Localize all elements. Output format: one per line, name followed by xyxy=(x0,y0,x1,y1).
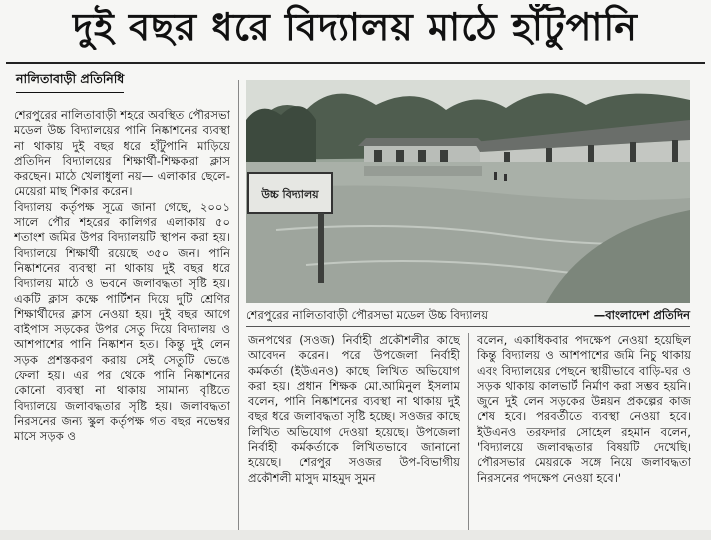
photo-caption xyxy=(246,307,690,326)
paragraph-4: বলেন, একাধিকবার পদক্ষেপ নেওয়া হয়েছিল কিন্তু বিদ্যালয় ও আশপাশের জমি নিচু থাকায় এবং বিদ্যালয়ের পেছনে স্থায়ীভাবে বাড়ি-ঘর ও সড়ক থাকায় কালভার্ট নির্মাণ করা সম্ভব হয়নি। জুনে দুই লেন সড়কের উন্নয়ন প্রকল্পের কাজ শেষ হবে। পরবর্তীতে ব্যবস্থা নেওয়া হবে। ইউএনও তরফদার সোহেল রহমান বলেন, 'বিদ্যালয়ে জলাবদ্ধতার বিষয়টি দেখেছি। পৌরসভার মেয়রকে সঙ্গে নিয়ে জলাবদ্ধতা নিরসনের পদক্ষেপ নেওয়া হবে।' xyxy=(477,333,691,485)
signboard-text: উচ্চ বিদ্যালয় xyxy=(261,188,319,201)
article-column-3 xyxy=(477,333,691,531)
paragraph-1: শেরপুরের নালিতাবাড়ী শহরে অবস্থিত পৌরসভা মডেল উচ্চ বিদ্যালয়ের পানি নিষ্কাশনের ব্যবস্থা না থাকায় দুই বছর ধরে হাঁটুপানি মাড়িয়ে প্রতিদিন বিদ্যালয়ের শিক্ষার্থী-শিক্ষকরা ক্লাস করছেন। মাঠে খেলাধুলা নয়— এলাকার ছেলে-মেয়েরা মাছ শিকার করেন। xyxy=(14,108,230,199)
news-photo xyxy=(246,80,690,303)
byline: নালিতাবাড়ী প্রতিনিধি xyxy=(16,71,124,93)
caption-rule xyxy=(246,326,690,327)
paragraph-3: জনপথের (সওজ) নির্বাহী প্রকৌশলীর কাছে আবেদন করেন। পরে উপজেলা নির্বাহী কর্মকর্তা (ইউএনও) কাছে লিখিত অভিযোগ করা হয়। প্রধান শিক্ষক মো.আমিনুল ইসলাম বলেন, পানি নিষ্কাশনের ব্যবস্থা না থাকায় দুই বছর ধরে জলাবদ্ধতা সৃষ্টি হচ্ছে। সওজর কাছে লিখিত অভিযোগ দেওয়া হয়েছে। উপজেলা নির্বাহী কর্মকর্তাকে লিখিতভাবে জানানো হয়েছে। শেরপুর সওজর উপ-বিভাগীয় প্রকৌশলী মাসুদ মাহমুদ সুমন xyxy=(248,333,460,485)
flooded-school-image xyxy=(246,80,690,303)
photo-credit: —বাংলাদেশ প্রতিদিন xyxy=(593,308,690,322)
article-column-1 xyxy=(14,108,230,532)
column-divider-2 xyxy=(468,333,469,530)
article-column-2 xyxy=(248,333,460,531)
column-divider xyxy=(238,80,239,530)
headline: দুই বছর ধরে বিদ্যালয় মাঠে হাঁটুপানি xyxy=(73,5,638,49)
headline-rule xyxy=(6,62,705,64)
caption-text: শেরপুরের নালিতাবাড়ী পৌরসভা মডেল উচ্চ বিদ্যালয় xyxy=(246,308,488,322)
page-edge xyxy=(0,530,711,540)
paragraph-2: বিদ্যালয় কর্তৃপক্ষ সূত্রে জানা গেছে, ২০০১ সালে পৌর শহরের কালিগর এলাকায় ৫০ শতাংশ জমির উপর বিদ্যালয়টি স্থাপন করা হয়। বিদ্যালয়ে শিক্ষার্থী রয়েছে ৩৫০ জন। পানি নিষ্কাশনের ব্যবস্থা না থাকায় দুই বছর ধরে বিদ্যালয় মাঠে ও ভবনে জলাবদ্ধতা সৃষ্টি হয়। একটি ক্লাস কক্ষে পার্টিশন দিয়ে দুটি শ্রেণির শিক্ষার্থীদের ক্লাস নেওয়া হয়। দুই বছর আগে বাইপাস সড়কের উপর সেতু দিয়ে বিদ্যালয় ও আশপাশের পানি নিষ্কাশন হত। কিন্তু দুই লেন সড়ক প্রশস্তকরণ করায় সেই সেতুটি ভেঙে ফেলা হয়। এর পর থেকে পানি নিষ্কাশনের কোনো ব্যবস্থা না থাকায় সামান্য বৃষ্টিতে বিদ্যালয়ে জলাবদ্ধতার সৃষ্টি হয়। জলাবদ্ধতা নিরসনের জন্য স্কুল কর্তৃপক্ষ গত বছর নভেম্বর মাসে সড়ক ও xyxy=(14,199,230,444)
